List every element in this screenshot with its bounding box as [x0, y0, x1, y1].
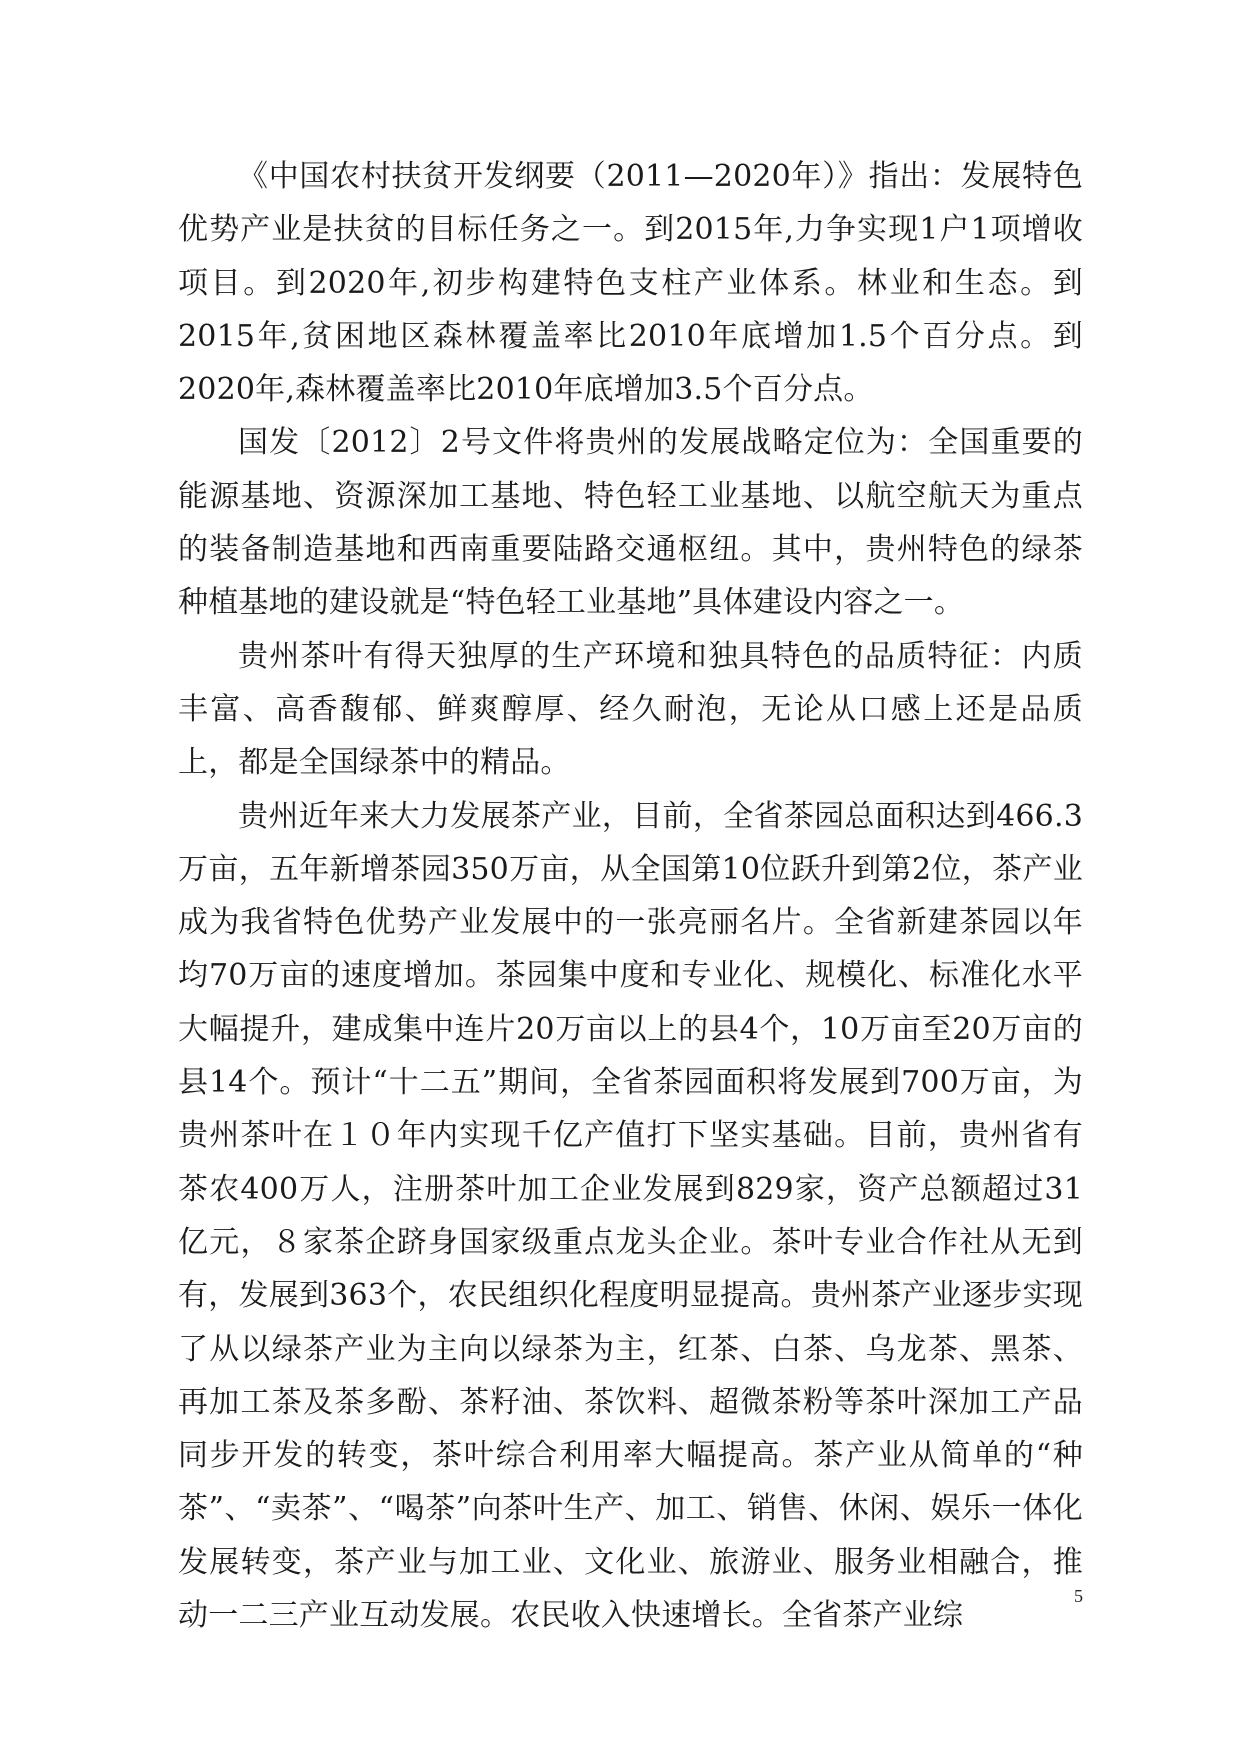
- paragraph-poverty-alleviation-outline: 《中国农村扶贫开发纲要（2011—2020年）》指出：发展特色优势产业是扶贫的目标任务之一。到2015年,力争实现1户1项增收项目。到2020年,初步构建特色支柱产业体系。林业和生态。到2015年,贫困地区森林覆盖率比2010年底增加1.5个百分点。到2020年,森林覆盖率比2010年底增加3.5个百分点。: [178, 159, 1083, 408]
- document-body: [178, 150, 1083, 1642]
- page-number: 5: [1074, 1586, 1083, 1606]
- paragraph-tea-industry-development: 贵州近年来大力发展茶产业，目前，全省茶园总面积达到466.3万亩，五年新增茶园350万亩，从全国第10位跃升到第2位，茶产业成为我省特色优势产业发展中的一张亮丽名片。全省新建茶园以年均70万亩的速度增加。茶园集中度和专业化、规模化、标准化水平大幅提升，建成集中连片20万亩以上的县4个，10万亩至20万亩的县14个。预计“十二五”期间，全省茶园面积将发展到700万亩，为贵州茶叶在１０年内实现千亿产值打下坚实基础。目前，贵州省有茶农400万人，注册茶叶加工企业发展到829家，资产总额超过31亿元，８家茶企跻身国家级重点龙头企业。茶叶专业合作社从无到有，发展到363个，农民组织化程度明显提高。贵州茶产业逐步实现了从以绿茶产业为主向以绿茶为主，红茶、白茶、乌龙茶、黑茶、再加工茶及茶多酚、茶籽油、茶饮料、超微茶粉等茶叶深加工产品同步开发的转变，茶叶综合利用率大幅提高。茶产业从简单的“种茶”、“卖茶”、“喝茶”向茶叶生产、加工、销售、休闲、娱乐一体化发展转变，茶产业与加工业、文化业、旅游业、服务业相融合，推动一二三产业互动发展。农民收入快速增长。全省茶产业综: [178, 798, 1083, 1634]
- paragraph-guizhou-strategy: 国发〔2012〕2号文件将贵州的发展战略定位为：全国重要的能源基地、资源深加工基地、特色轻工业基地、以航空航天为重点的装备制造基地和西南重要陆路交通枢纽。其中，贵州特色的绿茶种植基地的建设就是“特色轻工业基地”具体建设内容之一。: [178, 425, 1083, 621]
- paragraph-guizhou-tea-quality: 贵州茶叶有得天独厚的生产环境和独具特色的品质特征：内质丰富、高香馥郁、鲜爽醇厚、经久耐泡，无论从口感上还是品质上，都是全国绿茶中的精品。: [178, 638, 1083, 781]
